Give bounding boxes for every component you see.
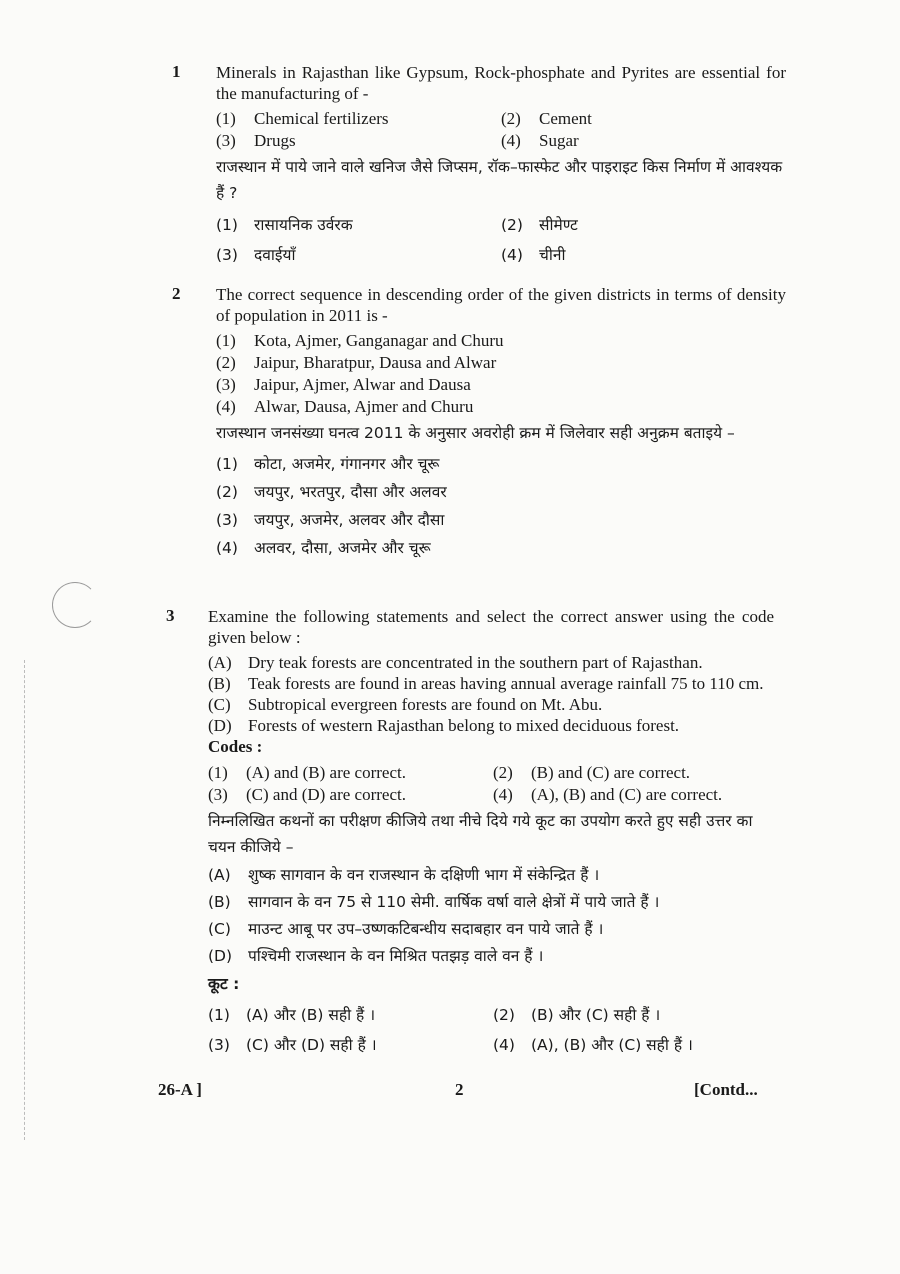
question-number: 2 [172, 284, 181, 303]
statement: (D) पश्चिमी राजस्थान के वन मिश्रित पतझड़ वाले वन हैं । [208, 947, 544, 965]
option: (1) Chemical fertilizers [216, 109, 389, 128]
option: (2) सीमेण्ट [501, 216, 578, 234]
question-body [216, 62, 786, 270]
statement: (A) Dry teak forests are concentrated in the southern part of Rajasthan. [208, 653, 703, 672]
option: (3) दवाईयाँ [216, 246, 296, 264]
question-text-hi: राजस्थान में पाये जाने वाले खनिज जैसे जिप्सम, रॉक–फास्फेट और पाइराइट किस निर्माण में आवश्यक हैं ? [216, 158, 783, 202]
option: (2) (B) and (C) are correct. [493, 763, 691, 782]
statement: (C) माउन्ट आबू पर उप–उष्णकटिबन्धीय सदाबहार वन पाये जाते हैं । [208, 920, 604, 938]
statements-hi [208, 862, 774, 970]
options-hi [216, 450, 786, 562]
option: (3) Jaipur, Ajmer, Alwar and Dausa [216, 375, 471, 394]
statement: (C) Subtropical evergreen forests are found on Mt. Abu. [208, 695, 603, 714]
question-text-en: Examine the following statements and select the correct answer using the code given below : [208, 607, 774, 647]
option: (1) (A) और (B) सही हैं । [208, 1006, 376, 1024]
options-en [216, 108, 786, 152]
statements-en [208, 652, 774, 736]
option: (3) Drugs [216, 131, 296, 150]
codes-label-en: Codes : [208, 737, 263, 756]
margin-line [24, 660, 25, 1140]
option: (3) (C) और (D) सही हैं । [208, 1036, 377, 1054]
option: (4) Alwar, Dausa, Ajmer and Churu [216, 397, 474, 416]
option: (1) कोटा, अजमेर, गंगानगर और चूरू [216, 455, 440, 473]
continued-label: [Contd... [694, 1080, 758, 1099]
option: (1) (A) and (B) are correct. [208, 763, 406, 782]
option: (4) चीनी [501, 246, 566, 264]
option: (1) Kota, Ajmer, Ganganagar and Churu [216, 331, 504, 350]
option: (4) (A), (B) and (C) are correct. [493, 785, 723, 804]
option: (4) (A), (B) और (C) सही हैं । [493, 1036, 693, 1054]
option: (3) (C) and (D) are correct. [208, 785, 406, 804]
option: (2) Cement [501, 109, 592, 128]
question-text-hi: राजस्थान जनसंख्या घनत्व 2011 के अनुसार अवरोही क्रम में जिलेवार सही अनुक्रम बताइये – [216, 424, 735, 442]
options-en [216, 330, 786, 418]
statement: (B) सागवान के वन 75 से 110 सेमी. वार्षिक वर्षा वाले क्षेत्रों में पाये जाते हैं । [208, 893, 660, 911]
option: (2) (B) और (C) सही हैं । [493, 1006, 661, 1024]
question-text-hi: निम्नलिखित कथनों का परीक्षण कीजिये तथा नीचे दिये गये कूट का उपयोग करते हुए सही उत्तर का चयन कीजिये – [208, 812, 753, 856]
question-body [208, 606, 774, 1060]
statement: (B) Teak forests are found in areas having annual average rainfall 75 to 110 cm. [208, 674, 764, 693]
page-number: 2 [455, 1080, 464, 1099]
option: (2) जयपुर, भरतपुर, दौसा और अलवर [216, 483, 447, 501]
statement: (D) Forests of western Rajasthan belong to mixed deciduous forest. [208, 716, 680, 735]
statement: (A) शुष्क सागवान के वन राजस्थान के दक्षिणी भाग में संकेन्द्रित हैं । [208, 866, 600, 884]
option: (3) जयपुर, अजमेर, अलवर और दौसा [216, 511, 445, 529]
margin-hole-mark [52, 582, 98, 628]
question-text-en: Minerals in Rajasthan like Gypsum, Rock-phosphate and Pyrites are essential for the manufacturing of - [216, 63, 786, 103]
option: (1) रासायनिक उर्वरक [216, 216, 353, 234]
question-number: 1 [172, 62, 181, 81]
options-hi [216, 210, 786, 270]
question-body [216, 284, 786, 562]
paper-code: 26-A ] [158, 1080, 202, 1099]
options-hi [208, 1000, 774, 1060]
option: (2) Jaipur, Bharatpur, Dausa and Alwar [216, 353, 497, 372]
options-en [208, 762, 774, 806]
option: (4) Sugar [501, 131, 579, 150]
option: (4) अलवर, दौसा, अजमेर और चूरू [216, 539, 431, 557]
codes-label-hi: कूट : [208, 975, 240, 993]
question-text-en: The correct sequence in descending order of the given districts in terms of density of population in 2011 is - [216, 285, 786, 325]
question-number: 3 [166, 606, 175, 625]
